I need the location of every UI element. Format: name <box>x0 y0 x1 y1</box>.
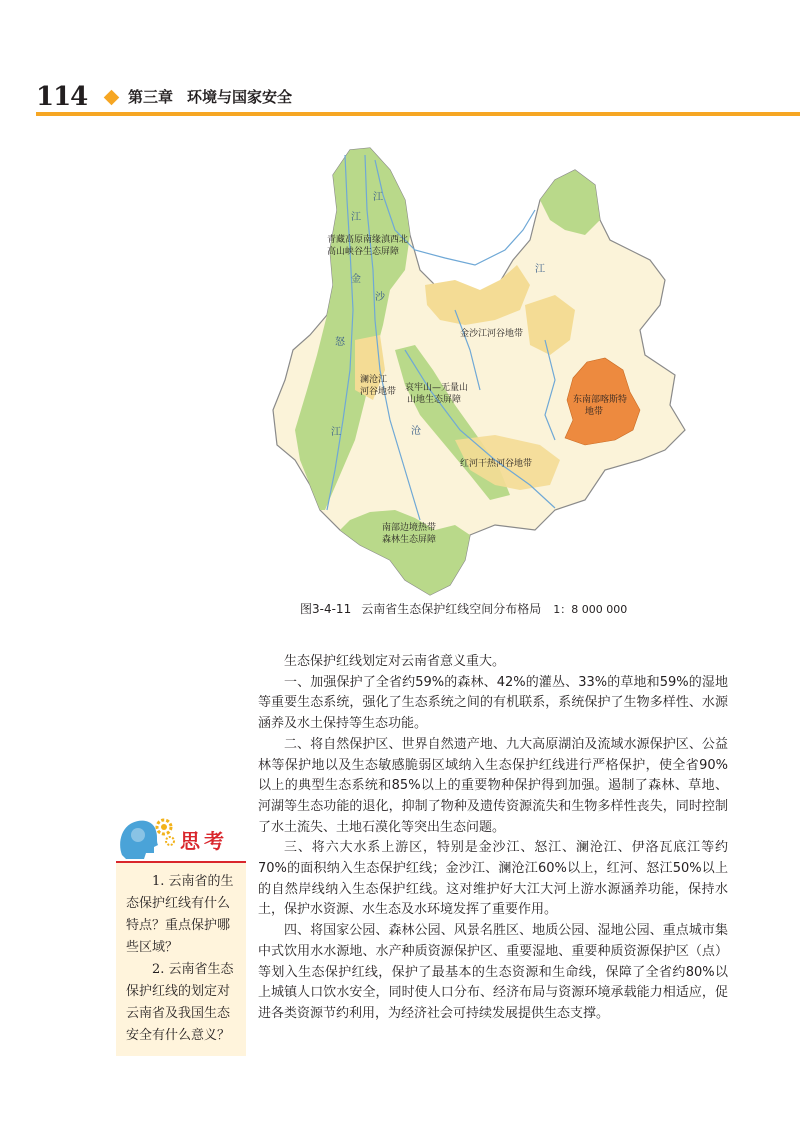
river-label: 金 <box>351 274 361 285</box>
figure-title: 云南省生态保护红线空间分布格局 <box>361 602 542 616</box>
map-label-ailao-1: 哀牢山—无量山 <box>405 383 469 393</box>
chapter-number: 第三章 <box>128 88 174 106</box>
yunnan-map-figure <box>255 140 695 600</box>
map-label-lancang-2: 河谷地带 <box>360 387 397 397</box>
figure-scale: 1：8 000 000 <box>553 603 628 616</box>
body-paragraph: 三、将六大水系上游区，特别是金沙江、怒江、澜沧江、伊洛瓦底江等约70%的面积纳入生态保护红线；金沙江、澜沧江60%以上，红河、怒江50%以上的自然岸线纳入生态保护红线。这对维护好大江大河上游水源涵养功能，保持水土，保护水资源、水生态及水环境发挥了重要作用。 <box>258 840 728 918</box>
chapter-title: 环境与国家安全 <box>187 88 293 106</box>
map-label-south-1: 南部边境热带 <box>382 523 437 533</box>
map-label-jinsha: 金沙江河谷地带 <box>460 329 524 339</box>
map-label-honghe: 红河干热河谷地带 <box>460 459 533 469</box>
river-label: 江 <box>351 212 361 223</box>
thinking-head-gear-icon <box>116 815 176 861</box>
map-label-nw-2: 高山峡谷生态屏障 <box>327 247 400 257</box>
map-label-karst-1: 东南部喀斯特 <box>573 395 628 405</box>
river-label: 江 <box>373 192 383 203</box>
river-label: 沙 <box>375 292 385 303</box>
map-label-south-2: 森林生态屏障 <box>382 535 437 545</box>
figure-caption <box>300 600 720 617</box>
map-label-lancang-1: 澜沧江 <box>360 375 388 385</box>
think-body <box>116 861 246 1056</box>
body-paragraph: 四、将国家公园、森林公园、风景名胜区、地质公园、湿地公园、重点城市集中式饮用水水源地、水产种质资源保护区、重要湿地、重要种质资源保护区（点）等划入生态保护红线，保护了最基本的生态资源和生命线，保障了全省约80%以上城镇人口饮水安全，同时使人口分布、经济布局与资源环境承载能力相适应，促进各类资源节约利用，为经济社会可持续发展提供生态支撑。 <box>258 923 728 1021</box>
page-number: 114 <box>36 82 88 112</box>
header-rule <box>36 112 800 116</box>
body-paragraph: 二、将自然保护区、世界自然遗产地、九大高原湖泊及流域水源保护区、公益林等保护地以及生态敏感脆弱区域纳入生态保护红线进行严格保护，使全省90%以上的典型生态系统和85%以上的重要物种保护得到加强。遏制了森林、草地、河湖等生态功能的退化，抑制了物种及遗传资源流失和生物多样性丧失，同时控制了水土流失、土地石漠化等突出生态问题。 <box>258 736 728 835</box>
map-label-nw-1: 青藏高原南缘滇西北 <box>327 235 409 245</box>
page-header <box>0 0 800 120</box>
body-paragraph: 生态保护红线划定对云南省意义重大。 <box>284 654 506 669</box>
body-paragraph: 一、加强保护了全省约59%的森林、42%的灌丛、33%的草地和59%的湿地等重要生态系统，强化了生态系统之间的有机联系，系统保护了生物多样性、水源涵养及水土保持等生态功能。 <box>258 674 728 732</box>
yunnan-map <box>255 140 695 600</box>
river-label: 沧 <box>411 426 421 437</box>
river-label: 怒 <box>335 337 345 348</box>
think-sidebar <box>116 815 246 1056</box>
map-label-ailao-2: 山地生态屏障 <box>407 395 462 405</box>
think-question: 2. 云南省生态保护红线的划定对云南省及我国生态安全有什么意义？ <box>126 962 234 1043</box>
think-header <box>116 815 246 861</box>
chapter-heading <box>128 86 306 107</box>
river-label: 江 <box>535 264 545 275</box>
think-title: 思考 <box>180 829 228 853</box>
body-text <box>258 652 728 1025</box>
map-label-karst-2: 地带 <box>585 407 604 417</box>
think-question: 1. 云南省的生态保护红线有什么特点？重点保护哪些区域？ <box>126 874 234 955</box>
diamond-bullet-icon <box>104 90 120 106</box>
river-label: 江 <box>331 427 341 438</box>
figure-number: 图3-4-11 <box>300 602 352 616</box>
